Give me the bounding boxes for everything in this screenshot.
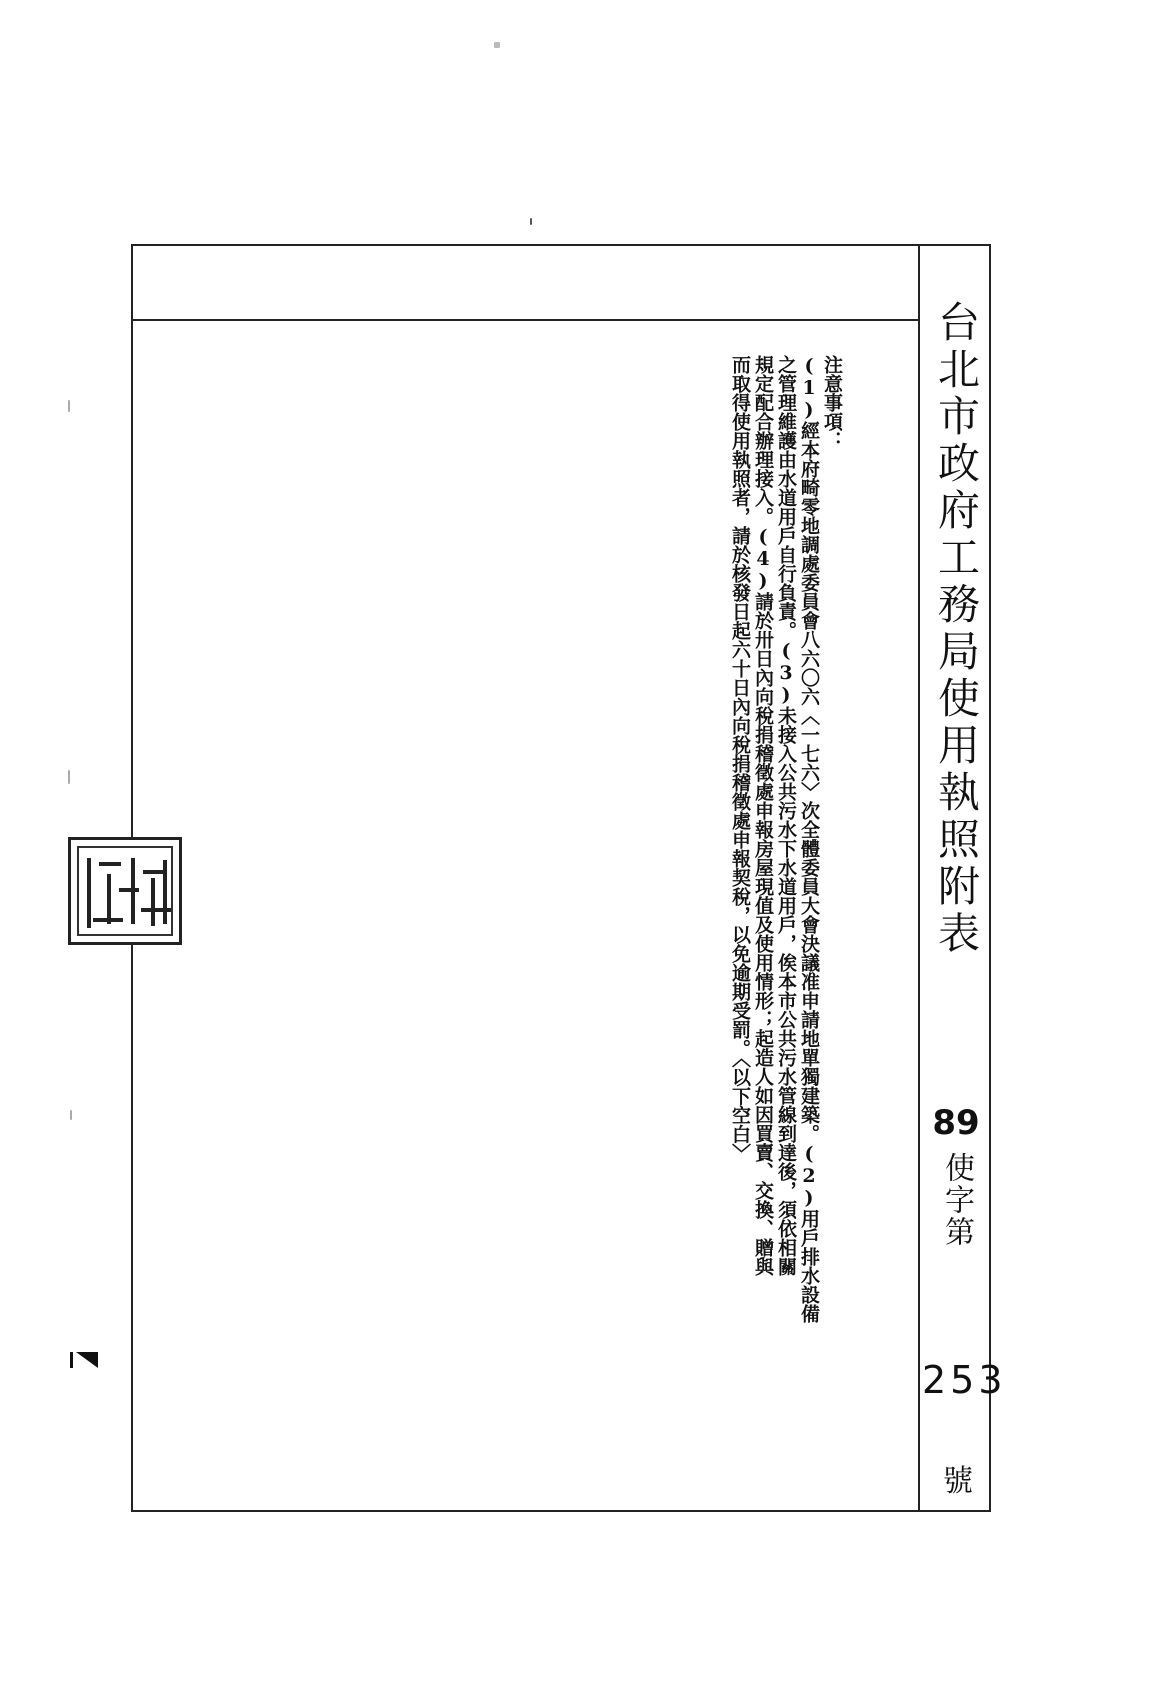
scan-speck (494, 42, 500, 48)
seal-glyph-stroke (93, 918, 123, 922)
notes-block (725, 355, 843, 1485)
seal-border (77, 846, 173, 936)
notes-column: (1)經本府畸零地調處委員會八六〇六〈一七六〉次全體委員大會決議准申請地單獨建築。(2)用戶排水設備 (798, 355, 820, 1323)
form-frame (131, 244, 991, 1512)
seal-glyph-stroke (87, 858, 91, 928)
issue-suffix: 號 (943, 1464, 973, 1499)
scan-speck (70, 1110, 72, 1120)
issue-prefix: 使字第 (939, 1152, 974, 1248)
seal-glyph-stroke (151, 878, 155, 926)
seal-glyph-stroke (107, 874, 111, 924)
seal-glyph-stroke (119, 888, 139, 892)
notes-heading: 注意事項： (821, 355, 843, 450)
scan-speck (68, 400, 70, 412)
notes-column: 而取得使用執照者，請於核發日起六十日內向稅捐稽徵處申報契稅，以免逾期受罰。〈以下空白〉 (729, 355, 751, 1163)
document-title: 台北市政府工務局使用執照附表 (932, 300, 981, 958)
registration-mark-icon (70, 1350, 98, 1368)
scan-speck (530, 218, 532, 225)
issue-number: 253 (922, 1358, 1007, 1402)
seal-glyph-stroke (99, 862, 121, 866)
title-column-divider (918, 244, 920, 1512)
seal-glyph-stroke (163, 860, 167, 924)
seal-glyph-stroke (131, 858, 135, 924)
seal-glyph-stroke (143, 870, 165, 874)
scan-speck (68, 770, 70, 784)
header-row-divider (131, 319, 919, 321)
issue-year: 89 (932, 1103, 980, 1143)
notes-column: 規定配合辦理接入。(4)請於卅日內向稅捐稽徵處申報房屋現值及使用情形；起造人如因買賣、交換、贈與 (752, 355, 774, 1276)
official-seal-stamp (68, 837, 182, 945)
notes-column: 之管理維護由水道用戶自行負責。(3)未接入公共污水下水道用戶，俟本市公共污水管線到達後，須依相關 (775, 355, 797, 1276)
seal-glyph-stroke (141, 908, 171, 912)
